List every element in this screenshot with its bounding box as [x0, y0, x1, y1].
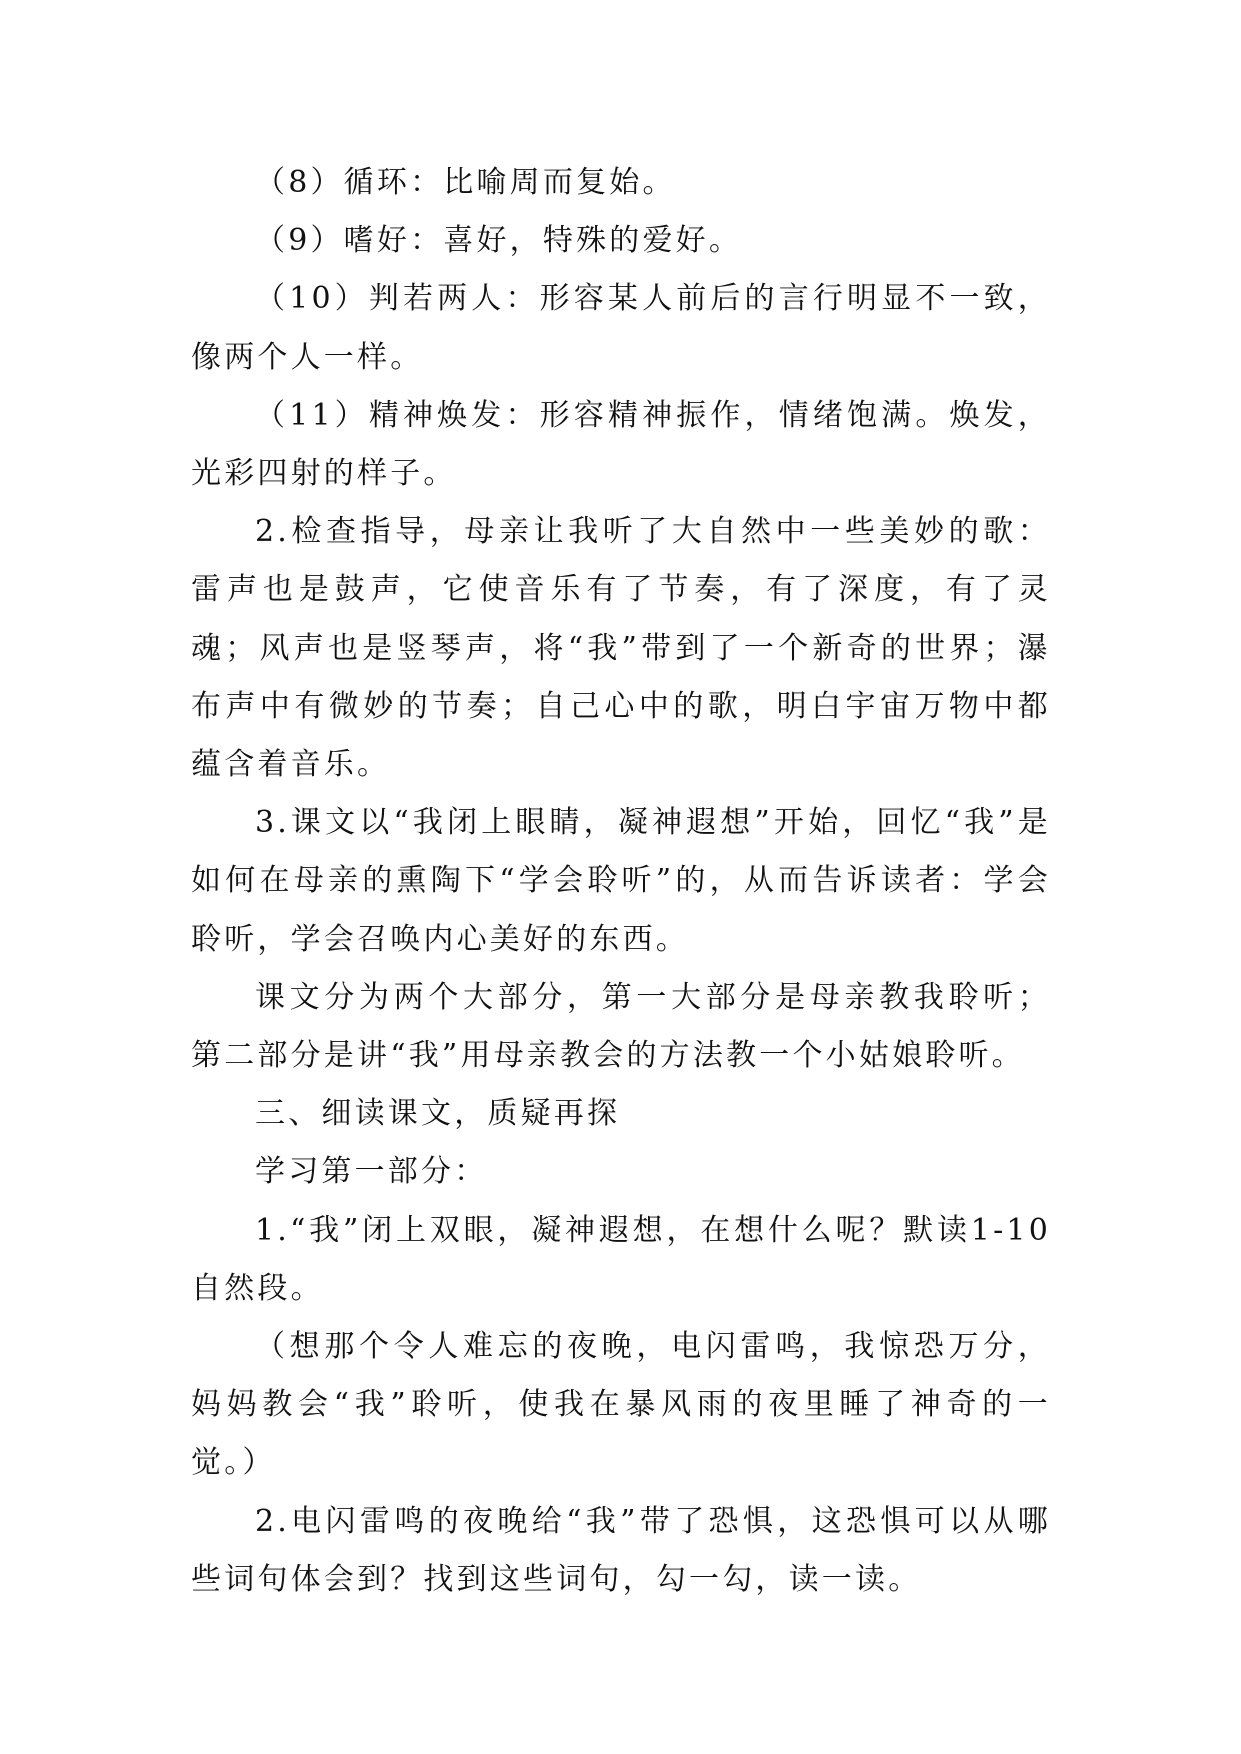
- section-heading: 三、细读课文，质疑再探: [255, 1096, 621, 1132]
- question-1: 1.“我”闭上双眼，凝神遐想，在想什么呢？默读1-10自然段。: [191, 1212, 1051, 1306]
- subsection-heading: 学习第一部分：: [255, 1154, 488, 1190]
- paragraph-check-guidance: 2.检查指导，母亲让我听了大自然中一些美妙的歌：雷声也是鼓声，它使音乐有了节奏，有了深度，有了灵魂；风声也是竖琴声，将“我”带到了一个新奇的世界；瀑布声中有微妙的节奏；自己心中的歌，明白宇宙万物中都蕴含着音乐。: [191, 514, 1051, 783]
- document-body: [191, 154, 1051, 1609]
- paragraph-term-9: （9）嗜好：喜好，特殊的爱好。: [255, 223, 743, 259]
- paragraph-text-structure: 课文分为两个大部分，第一大部分是母亲教我聆听；第二部分是讲“我”用母亲教会的方法教一个小姑娘聆听。: [191, 979, 1051, 1074]
- question-2: 2.电闪雷鸣的夜晚给“我”带了恐惧，这恐惧可以从哪些词句体会到？找到这些词句，勾一勾，读一读。: [191, 1503, 1051, 1597]
- paragraph-text-summary: 3.课文以“我闭上眼睛，凝神遐想”开始，回忆“我”是如何在母亲的熏陶下“学会聆听”的，从而告诉读者：学会聆听，学会召唤内心美好的东西。: [191, 805, 1051, 957]
- paragraph-term-11: （11）精神焕发：形容精神振作，情绪饱满。焕发，光彩四射的样子。: [191, 397, 1051, 492]
- paragraph-term-10: （10）判若两人：形容某人前后的言行明显不一致，像两个人一样。: [191, 281, 1051, 375]
- paragraph-term-8: （8）循环：比喻周而复始。: [255, 165, 676, 200]
- answer-1: （想那个令人难忘的夜晚，电闪雷鸣，我惊恐万分，妈妈教会“我”聆听，使我在暴风雨的夜里睡了神奇的一觉。）: [191, 1329, 1051, 1481]
